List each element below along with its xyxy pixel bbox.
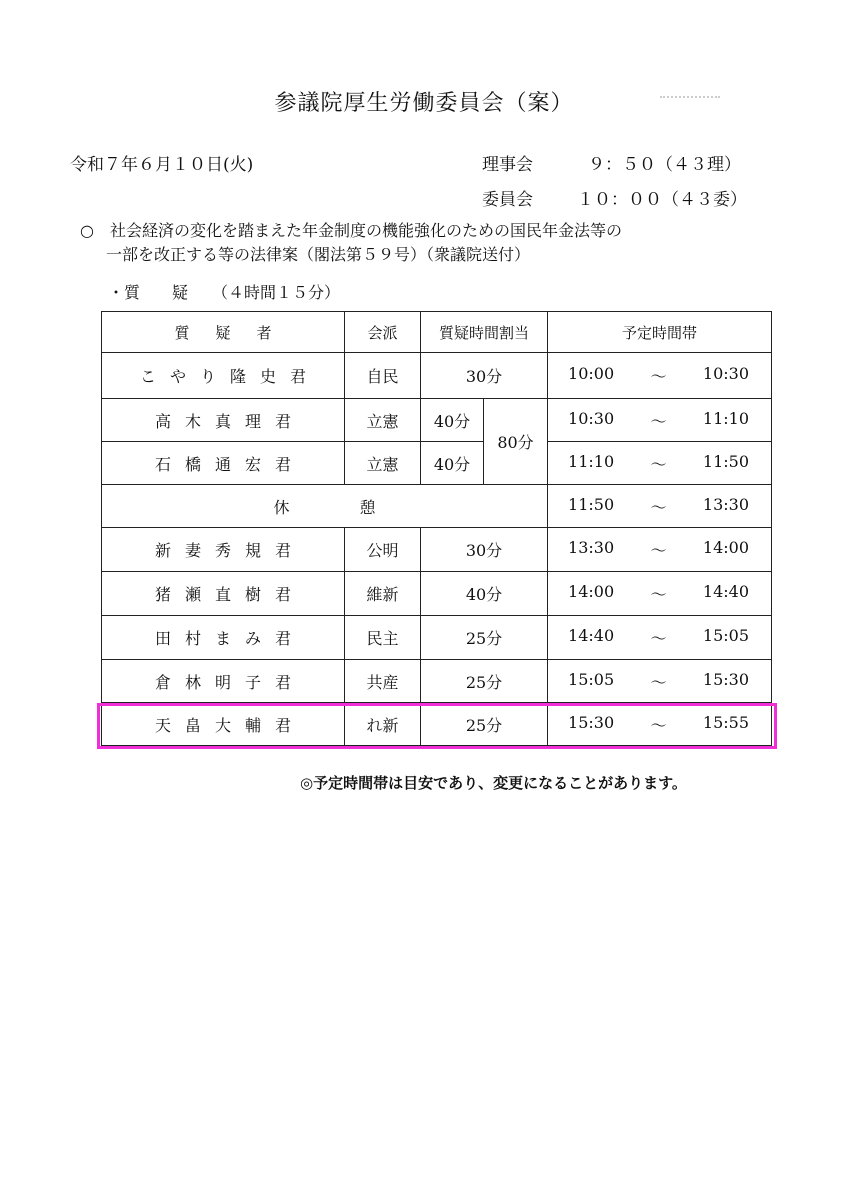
start-time: 11:50 <box>568 494 615 514</box>
header-party: 会派 <box>345 312 421 353</box>
combined-allocation: 80分 <box>484 399 548 485</box>
start-time: 10:30 <box>568 408 615 428</box>
questioning-heading: ・質 疑 （４時間１５分） <box>108 283 341 302</box>
table-row <box>102 616 772 660</box>
allocation: 25分 <box>421 703 548 746</box>
tilde: ～ <box>650 411 667 431</box>
tilde: ～ <box>650 672 667 692</box>
questioner-name: 天畠大輔君 <box>102 703 345 746</box>
meeting-label-board: 理事会 <box>482 155 533 175</box>
start-time: 11:10 <box>568 451 615 471</box>
meeting-time-committee: １０：００（４３委） <box>577 190 747 210</box>
end-time: 11:50 <box>702 451 749 471</box>
timeslot <box>548 616 772 660</box>
scan-mark <box>660 96 720 104</box>
end-time: 15:30 <box>702 669 749 689</box>
end-time: 15:05 <box>702 626 749 645</box>
party: 民主 <box>345 616 421 660</box>
questioner-name: 新妻秀規君 <box>102 528 345 572</box>
tilde: ～ <box>650 454 667 474</box>
timeslot <box>548 528 772 572</box>
start-time: 10:00 <box>568 364 615 383</box>
start-time: 15:30 <box>568 712 615 732</box>
tilde: ～ <box>650 715 667 735</box>
end-time: 14:00 <box>702 538 749 557</box>
tilde: ～ <box>650 541 667 560</box>
allocation: 40分 <box>421 442 484 485</box>
party: れ新 <box>345 703 421 746</box>
questioner-name: 高木真理君 <box>102 399 345 442</box>
questioner-name: こやり隆史君 <box>102 353 345 399</box>
table-header-row <box>102 312 772 353</box>
start-time: 14:40 <box>568 626 615 645</box>
bill-title-line1: ○ 社会経済の変化を踏まえた年金制度の機能強化のための国民年金法等の <box>80 221 622 240</box>
timeslot <box>548 399 772 442</box>
end-time: 15:55 <box>702 712 749 732</box>
header-questioner: 質疑者 <box>102 312 345 353</box>
table-row <box>102 353 772 399</box>
break-row <box>102 485 772 528</box>
allocation: 40分 <box>421 572 548 616</box>
meeting-label-committee: 委員会 <box>482 190 533 210</box>
timeslot <box>548 572 772 616</box>
break-label: 休憩 <box>102 485 548 528</box>
tilde: ～ <box>650 497 667 517</box>
party: 維新 <box>345 572 421 616</box>
timeslot <box>548 703 772 746</box>
allocation: 30分 <box>421 528 548 572</box>
table-row <box>102 660 772 703</box>
table-row-highlighted <box>102 703 772 746</box>
allocation: 30分 <box>421 353 548 399</box>
table-row <box>102 399 772 442</box>
schedule-note: ◎予定時間帯は目安であり、変更になることがあります。 <box>300 774 687 792</box>
start-time: 14:00 <box>568 582 615 601</box>
party: 立憲 <box>345 399 421 442</box>
questioner-name: 猪瀬直樹君 <box>102 572 345 616</box>
timeslot <box>548 485 772 528</box>
party: 立憲 <box>345 442 421 485</box>
timeslot <box>548 442 772 485</box>
timeslot <box>548 353 772 399</box>
table-row <box>102 442 772 485</box>
schedule-table <box>101 311 772 746</box>
questioner-name: 倉林明子君 <box>102 660 345 703</box>
end-time: 13:30 <box>702 494 749 514</box>
tilde: ～ <box>650 585 667 604</box>
party: 自民 <box>345 353 421 399</box>
party: 共産 <box>345 660 421 703</box>
end-time: 11:10 <box>702 408 749 428</box>
page-title: 参議院厚生労働委員会（案） <box>274 91 574 116</box>
meeting-date: 令和７年６月１０日(火) <box>70 155 254 175</box>
tilde: ～ <box>650 367 667 386</box>
table-row <box>102 528 772 572</box>
allocation: 25分 <box>421 616 548 660</box>
header-allocation: 質疑時間割当 <box>421 312 548 353</box>
questioner-name: 田村まみ君 <box>102 616 345 660</box>
end-time: 10:30 <box>702 364 749 383</box>
allocation: 25分 <box>421 660 548 703</box>
party: 公明 <box>345 528 421 572</box>
header-timeslot: 予定時間帯 <box>548 312 772 353</box>
start-time: 13:30 <box>568 538 615 557</box>
timeslot <box>548 660 772 703</box>
start-time: 15:05 <box>568 669 615 689</box>
table-row <box>102 572 772 616</box>
tilde: ～ <box>650 629 667 648</box>
questioner-name: 石橋通宏君 <box>102 442 345 485</box>
meeting-time-board: ９：５０（４３理） <box>588 155 741 175</box>
end-time: 14:40 <box>702 582 749 601</box>
allocation: 40分 <box>421 399 484 442</box>
bill-title-line2: 一部を改正する等の法律案（閣法第５９号）（衆議院送付） <box>106 245 531 264</box>
